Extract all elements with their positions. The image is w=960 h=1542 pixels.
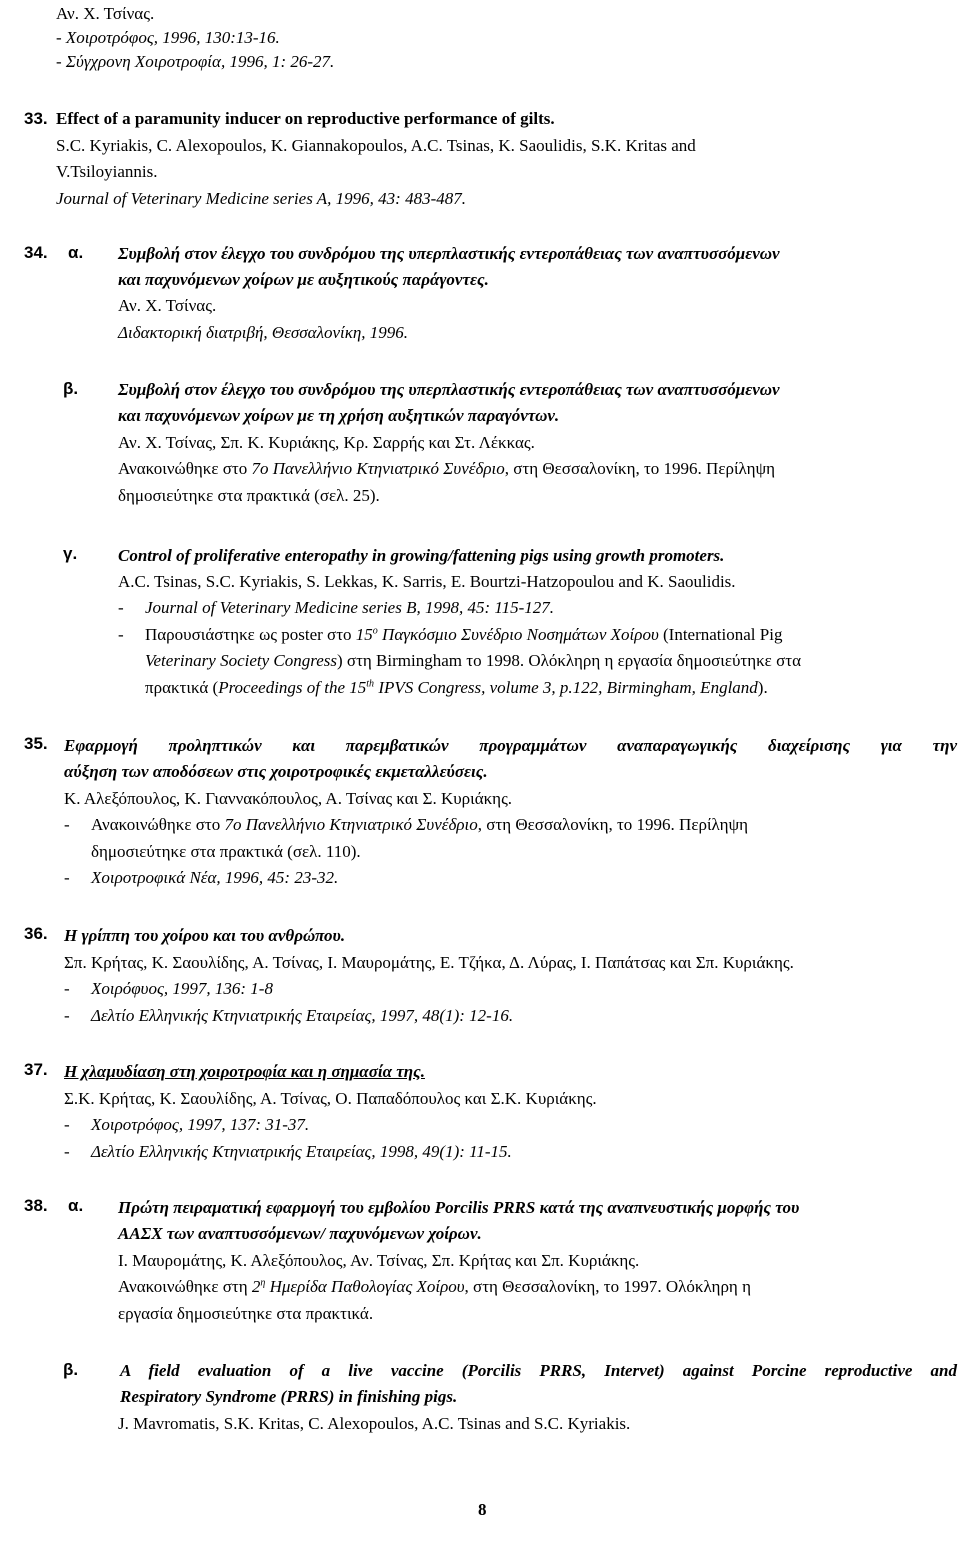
presentation-line: Παρουσιάστηκε ως poster στο $15^o$ Παγκόσμιο Συνέδριο Νοσημάτων Χοίρου (International Pig xyxy=(145,625,783,644)
reference-line: Χοιροτρόφος, 1997, 137: 31-37. xyxy=(91,1115,310,1134)
authors-line: Αν. Χ. Τσίνας. xyxy=(56,4,155,23)
entry-title: A field evaluation of a live vaccine (Porcilis PRRS, Intervet) against Porcine reproductive and xyxy=(120,1361,957,1380)
reference-line: - Χοιροτρόφος, 1996, 130:13-16. xyxy=(56,28,280,47)
authors-line: Σ.Κ. Κρήτας, Κ. Σαουλίδης, Α. Τσίνας, Ο. Παπαδόπουλος και Σ.Κ. Κυριάκης. xyxy=(64,1089,597,1108)
dash: - xyxy=(64,979,70,998)
announcement-line: δημοσιεύτηκε στα πρακτικά (σελ. 110). xyxy=(91,842,361,861)
entry-title: Respiratory Syndrome (PRRS) in finishing pigs. xyxy=(120,1387,458,1406)
dash: - xyxy=(64,868,70,887)
reference-line: Δελτίο Ελληνικής Κτηνιατρικής Εταιρείας, 1998, 49(1): 11-15. xyxy=(91,1142,512,1161)
sub-letter: α. xyxy=(68,1196,84,1215)
sub-letter: β. xyxy=(63,379,79,398)
entry-title: Συμβολή στον έλεγχο του συνδρόμου της υπερπλαστικής εντεροπάθειας των αναπτυσσόμενων xyxy=(118,244,780,263)
entry-title: και παχυνόμενων χοίρων με αυξητικούς παράγοντες. xyxy=(118,270,489,289)
dash: - xyxy=(64,815,70,834)
presentation-line: Veterinary Society Congress) στη Birmingham το 1998. Ολόκληρη η εργασία δημοσιεύτηκε στα xyxy=(145,651,801,670)
page-number: 8 xyxy=(478,1500,487,1519)
entry-title: αύξηση των αποδόσεων στις χοιροτροφικές εκμεταλλεύσεις. xyxy=(64,762,488,781)
entry-number: 35. xyxy=(24,734,48,753)
dash: - xyxy=(64,1006,70,1025)
entry-number: 36. xyxy=(24,924,48,943)
entry-title: Η χλαμυδίαση στη χοιροτροφία και η σημασία της. xyxy=(64,1062,425,1081)
entry-title: Συμβολή στον έλεγχο του συνδρόμου της υπερπλαστικής εντεροπάθειας των αναπτυσσόμενων xyxy=(118,380,780,399)
journal-line: Journal of Veterinary Medicine series B, 1998, 45: 115-127. xyxy=(145,598,555,617)
entry-number: 37. xyxy=(24,1060,48,1079)
entry-number: 33. xyxy=(24,109,48,128)
sub-letter: α. xyxy=(68,243,84,262)
authors-line: Αν. Χ. Τσίνας. xyxy=(118,296,217,315)
authors-line: A.C. Tsinas, S.C. Kyriakis, S. Lekkas, K. Sarris, E. Bourtzi-Hatzopoulou and K. Saoulidis. xyxy=(118,572,736,591)
entry-title: και παχυνόμενων χοίρων με τη χρήση αυξητικών παραγόντων. xyxy=(118,406,560,425)
authors-line: Αν. Χ. Τσίνας, Σπ. Κ. Κυριάκης, Κρ. Σαρρής και Στ. Λέκκας. xyxy=(118,433,535,452)
authors-line: V.Tsiloyiannis. xyxy=(56,162,158,181)
sub-letter: γ. xyxy=(63,544,78,563)
reference-line: - Σύγχρονη Χοιροτροφία, 1996, 1: 26-27. xyxy=(56,52,335,71)
announcement-line: εργασία δημοσιεύτηκε στα πρακτικά. xyxy=(118,1304,374,1323)
dash: - xyxy=(64,1142,70,1161)
entry-title: Εφαρμογή προληπτικών και παρεμβατικών προγραμμάτων αναπαραγωγικής διαχείρισης για την xyxy=(64,736,957,755)
authors-line: J. Mavromatis, S.K. Kritas, C. Alexopoulos, A.C. Tsinas and S.C. Kyriakis. xyxy=(118,1414,631,1433)
announcement-line: Ανακοινώθηκε στη $2^\eta$ Ημερίδα Παθολογίας Χοίρου, στη Θεσσαλονίκη, το 1997. Ολόκληρη η xyxy=(118,1277,751,1296)
entry-number: 38. xyxy=(24,1196,48,1215)
announcement-line: Ανακοινώθηκε στο 7ο Πανελλήνιο Κτηνιατρικό Συνέδριο, στη Θεσσαλονίκη, το 1996. Περίληψη xyxy=(118,459,776,478)
entry-title: Πρώτη πειραματική εφαρμογή του εμβολίου Porcilis PRRS κατά της αναπνευστικής μορφής του xyxy=(118,1198,800,1217)
journal-line: Journal of Veterinary Medicine series A, 1996, 43: 483-487. xyxy=(56,189,466,208)
authors-line: Κ. Αλεξόπουλος, Κ. Γιαννακόπουλος, Α. Τσίνας και Σ. Κυριάκης. xyxy=(64,789,513,808)
reference-line: Χοιρόφυος, 1997, 136: 1-8 xyxy=(91,979,273,998)
entry-number: 34. xyxy=(24,243,48,262)
announcement-line: δημοσιεύτηκε στα πρακτικά (σελ. 25). xyxy=(118,486,380,505)
entry-title: Effect of a paramunity inducer on reproductive performance of gilts. xyxy=(56,109,555,128)
entry-title: Η γρίππη του χοίρου και του ανθρώπου. xyxy=(64,926,346,945)
reference-line: Χοιροτροφικά Νέα, 1996, 45: 23-32. xyxy=(91,868,339,887)
authors-line: Σπ. Κρήτας, Κ. Σαουλίδης, Α. Τσίνας, Ι. Μαυρομάτης, Ε. Τζήκα, Δ. Λύρας, Ι. Παπάτσας και Σπ. Κυριάκης. xyxy=(64,953,794,972)
reference-line: Δελτίο Ελληνικής Κτηνιατρικής Εταιρείας, 1997, 48(1): 12-16. xyxy=(91,1006,514,1025)
entry-title: ΑΑΣΧ των αναπτυσσόμενων/ παχυνόμενων χοίρων. xyxy=(118,1224,482,1243)
sub-letter: β. xyxy=(63,1360,79,1379)
dash: - xyxy=(118,598,124,617)
dash: - xyxy=(64,1115,70,1134)
presentation-line: πρακτικά (Proceedings of the 15th IPVS Congress, volume 3, p.122, Birmingham, England). xyxy=(145,678,768,697)
authors-line: Ι. Μαυρομάτης, Κ. Αλεξόπουλος, Αν. Τσίνας, Σπ. Κρήτας και Σπ. Κυριάκης. xyxy=(118,1251,640,1270)
dash: - xyxy=(118,625,124,644)
announcement-line: Ανακοινώθηκε στο 7ο Πανελλήνιο Κτηνιατρικό Συνέδριο, στη Θεσσαλονίκη, το 1996. Περίληψη xyxy=(91,815,749,834)
entry-title: Control of proliferative enteropathy in growing/fattening pigs using growth promoters. xyxy=(118,546,725,565)
authors-line: S.C. Kyriakis, C. Alexopoulos, K. Giannakopoulos, A.C. Tsinas, K. Saoulidis, S.K. Kritas and xyxy=(56,136,696,155)
thesis-line: Διδακτορική διατριβή, Θεσσαλονίκη, 1996. xyxy=(118,323,409,342)
